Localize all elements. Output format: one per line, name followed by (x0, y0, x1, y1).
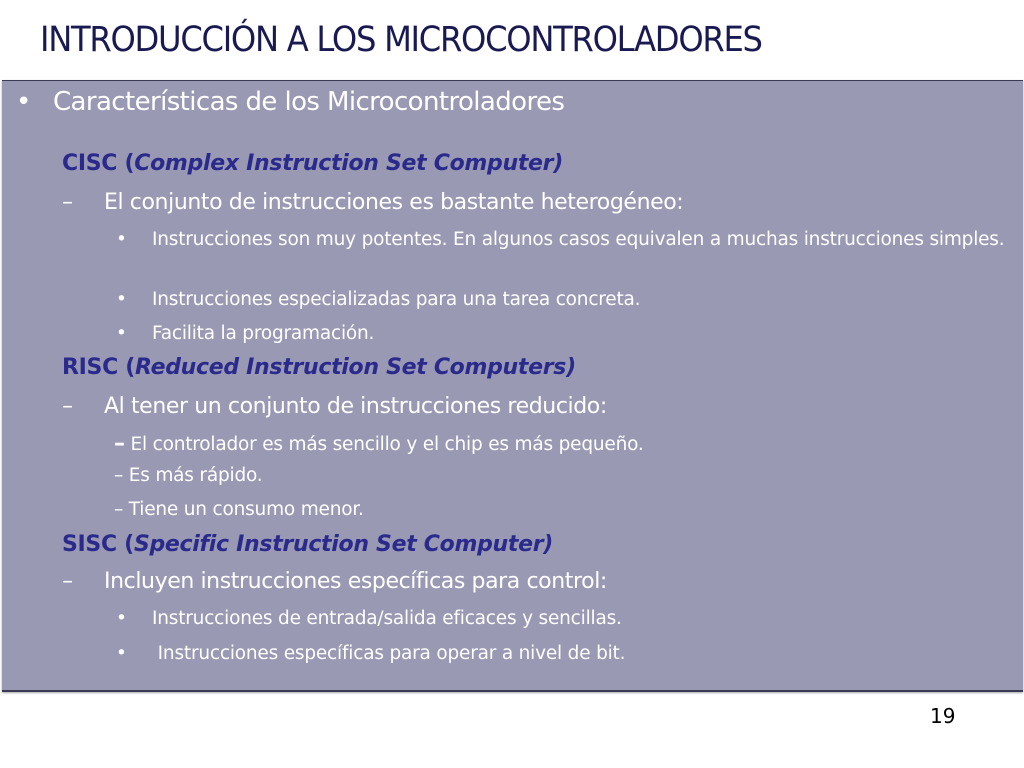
cisc-subpoint-1-text: Instrucciones son muy potentes. En algunos casos equivalen a muchas instrucciones simples. (152, 229, 1005, 250)
sisc-point-text: Incluyen instrucciones específicas para control: (104, 569, 607, 594)
risc-heading-prefix: RISC ( (62, 355, 136, 380)
cisc-subpoint-2 (116, 287, 1013, 313)
dash-icon: – (62, 394, 73, 419)
bullet-icon: • (16, 87, 31, 117)
sisc-heading-prefix: SISC ( (62, 532, 134, 557)
cisc-point (62, 190, 683, 215)
page-number: 19 (930, 704, 956, 728)
cisc-subpoint-1 (116, 227, 1013, 253)
dash-icon: – (62, 190, 73, 215)
sisc-subpoint-2-text: Instrucciones específicas para operar a nivel de bit. (152, 643, 626, 664)
sisc-subpoint-1 (116, 606, 1013, 632)
risc-heading-italic: Reduced Instruction Set Computers) (135, 355, 576, 380)
cisc-heading-italic: Complex Instruction Set Computer) (134, 151, 563, 176)
cisc-subpoint-2-text: Instrucciones especializadas para una tarea concreta. (152, 289, 641, 310)
bullet-icon: • (116, 289, 127, 310)
bullet-icon: • (116, 323, 127, 344)
dash-icon: – (62, 569, 73, 594)
risc-point-text: Al tener un conjunto de instrucciones reducido: (104, 394, 607, 419)
content-panel (2, 80, 1023, 692)
risc-subpoint-3: – Tiene un consumo menor. (114, 499, 364, 520)
risc-point (62, 394, 607, 419)
risc-heading (62, 355, 576, 380)
cisc-heading (62, 151, 563, 176)
cisc-subpoint-3 (116, 321, 1013, 347)
sisc-heading-italic: Specific Instruction Set Computer) (133, 532, 554, 557)
bullet-icon: • (116, 643, 127, 664)
cisc-heading-prefix: CISC ( (62, 151, 135, 176)
main-bullet (16, 87, 564, 117)
slide-title: INTRODUCCIÓN A LOS MICROCONTROLADORES (40, 20, 762, 60)
sisc-heading (62, 532, 553, 557)
risc-subpoint-1-text: El controlador es más sencillo y el chip es más pequeño. (124, 434, 644, 455)
sisc-subpoint-2 (116, 641, 1013, 667)
risc-subpoint-1 (114, 431, 644, 456)
risc-subpoint-2: – Es más rápido. (114, 465, 263, 486)
dash-icon: – (114, 431, 125, 456)
cisc-subpoint-3-text: Facilita la programación. (152, 323, 375, 344)
bullet-icon: • (116, 229, 127, 250)
cisc-point-text: El conjunto de instrucciones es bastante heterogéneo: (104, 190, 684, 215)
sisc-point (62, 569, 607, 594)
bullet-icon: • (116, 608, 127, 629)
sisc-subpoint-1-text: Instrucciones de entrada/salida eficaces y sencillas. (152, 608, 622, 629)
main-bullet-text: Características de los Microcontroladores (53, 87, 565, 117)
